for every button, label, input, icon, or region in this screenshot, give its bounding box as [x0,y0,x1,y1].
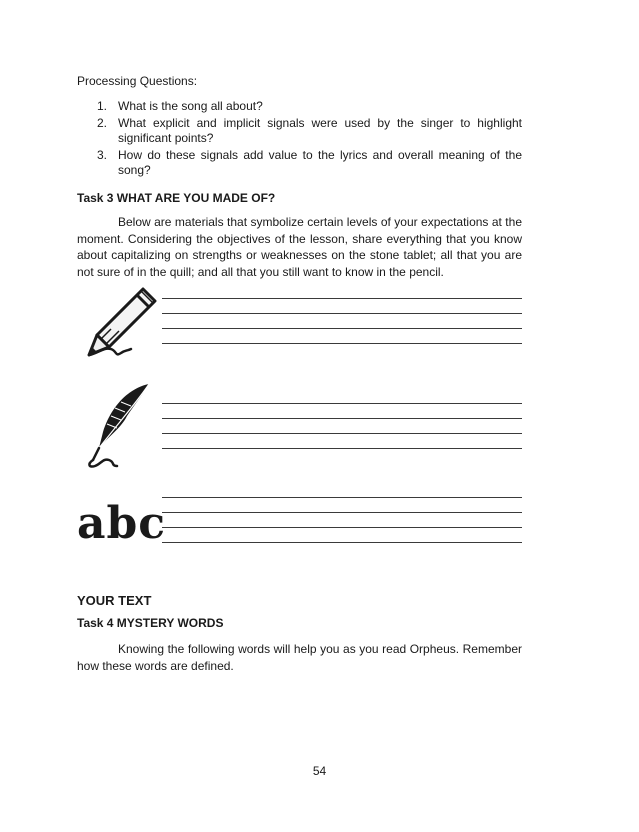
answer-line[interactable] [162,418,522,419]
abc-answer-lines[interactable] [162,490,522,556]
answer-line[interactable] [162,328,522,329]
abc-letters-icon [77,496,166,552]
list-item [97,99,522,114]
answer-line[interactable] [162,313,522,314]
task4-paragraph: Knowing the following words will help you as you read Orpheus. Remember how these words are defined. [77,642,522,673]
pencil-answer-lines[interactable] [162,283,522,361]
page-number: 54 [312,764,327,778]
answer-line[interactable] [162,448,522,449]
list-item-text: How do these signals add value to the lyrics and overall meaning of the song? [118,148,522,177]
abc-figure [77,490,167,556]
answer-line[interactable] [162,298,522,299]
list-item-text: What is the song all about? [118,99,263,113]
processing-questions-heading: Processing Questions: [77,74,198,88]
quill-icon [77,378,162,470]
list-item-number: 3. [97,148,108,162]
pencil-figure [77,283,162,361]
list-item [97,148,522,178]
answer-line[interactable] [162,497,522,498]
task3-paragraph: Below are materials that symbolize certain levels of your expectations at the moment. Considering the objectives of the lesson, share everything that you know about capitalizing on strengths or weaknesses on the stone tablet; all that you are not sure of in the quill; and all that you still want to know in the pencil. [77,215,522,279]
task4-title: Task 4 MYSTERY WORDS [77,616,224,630]
answer-line[interactable] [162,527,522,528]
processing-questions-list [97,99,522,178]
answer-line[interactable] [162,542,522,543]
list-item [97,116,522,146]
list-item-number: 2. [97,116,108,130]
quill-figure [77,378,162,470]
answer-line[interactable] [162,343,522,344]
list-item-number: 1. [97,99,108,113]
quill-answer-lines[interactable] [162,378,522,470]
pencil-icon [77,283,162,361]
answer-line[interactable] [162,403,522,404]
list-item-text: What explicit and implicit signals were used by the singer to highlight significant points? [118,116,522,145]
answer-line[interactable] [162,512,522,513]
abc-letters: abc [77,498,167,549]
your-text-title: YOUR TEXT [77,593,152,608]
task3-title: Task 3 WHAT ARE YOU MADE OF? [77,191,276,205]
answer-line[interactable] [162,433,522,434]
